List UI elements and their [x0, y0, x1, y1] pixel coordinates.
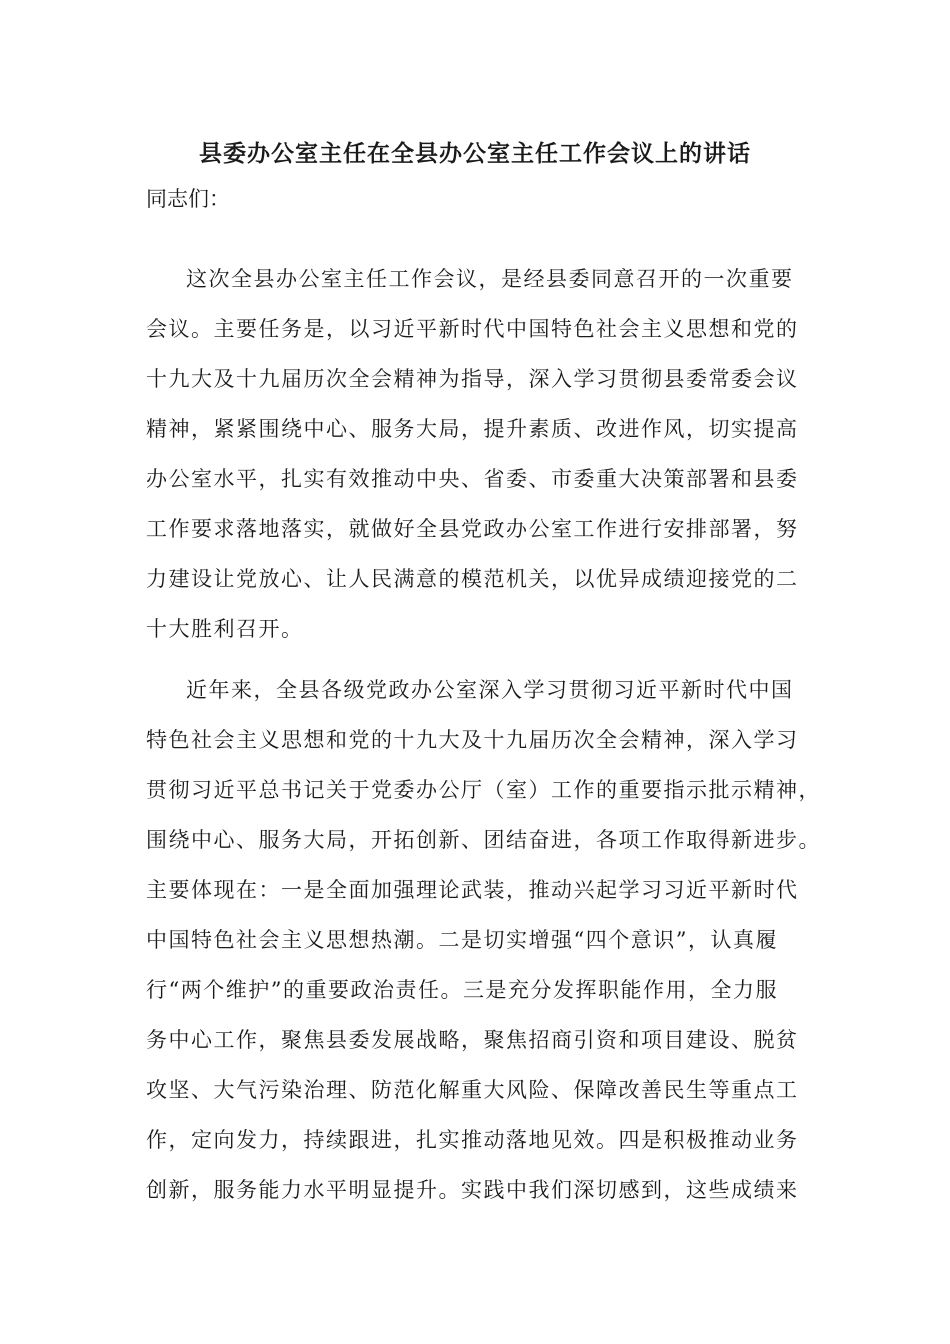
text-line: 攻坚、大气污染治理、防范化解重大风险、保障改善民生等重点工	[146, 1078, 799, 1102]
paragraph-2	[146, 665, 826, 1215]
salutation: 同志们：	[146, 187, 230, 211]
document-title: 县委办公室主任在全县办公室主任工作会议上的讲话	[199, 140, 751, 167]
text-line: 围绕中心、服务大局，开拓创新、团结奋进，各项工作取得新进步。	[146, 828, 821, 852]
text-line: 特色社会主义思想和党的十九大及十九届历次全会精神，深入学习	[146, 728, 799, 752]
text-line: 办公室水平，扎实有效推动中央、省委、市委重大决策部署和县委	[146, 467, 799, 491]
text-line: 贯彻习近平总书记关于党委办公厅（室）工作的重要指示批示精神，	[146, 778, 821, 802]
text-line: 十大胜利召开。	[146, 617, 304, 641]
text-line: 近年来，全县各级党政办公室深入学习贯彻习近平新时代中国	[186, 678, 794, 702]
text-line: 行“两个维护”的重要政治责任。三是充分发挥职能作用，全力服	[146, 978, 778, 1002]
text-line: 精神，紧紧围绕中心、服务大局，提升素质、改进作风，切实提高	[146, 417, 799, 441]
text-line: 作，定向发力，持续跟进，扎实推动落地见效。四是积极推动业务	[146, 1128, 799, 1152]
text-line: 创新，服务能力水平明显提升。实践中我们深切感到，这些成绩来	[146, 1178, 799, 1202]
text-line: 务中心工作，聚焦县委发展战略，聚焦招商引资和项目建设、脱贫	[146, 1028, 799, 1052]
text-line: 工作要求落地落实，就做好全县党政办公室工作进行安排部署，努	[146, 517, 799, 541]
text-line: 这次全县办公室主任工作会议，是经县委同意召开的一次重要	[186, 267, 794, 291]
text-line: 中国特色社会主义思想热潮。二是切实增强“四个意识”，认真履	[146, 928, 778, 952]
paragraph-1	[146, 254, 826, 654]
text-line: 会议。主要任务是，以习近平新时代中国特色社会主义思想和党的	[146, 317, 799, 341]
text-line: 十九大及十九届历次全会精神为指导，深入学习贯彻县委常委会议	[146, 367, 799, 391]
text-line: 主要体现在：一是全面加强理论武装，推动兴起学习习近平新时代	[146, 878, 799, 902]
text-line: 力建设让党放心、让人民满意的模范机关，以优异成绩迎接党的二	[146, 567, 799, 591]
